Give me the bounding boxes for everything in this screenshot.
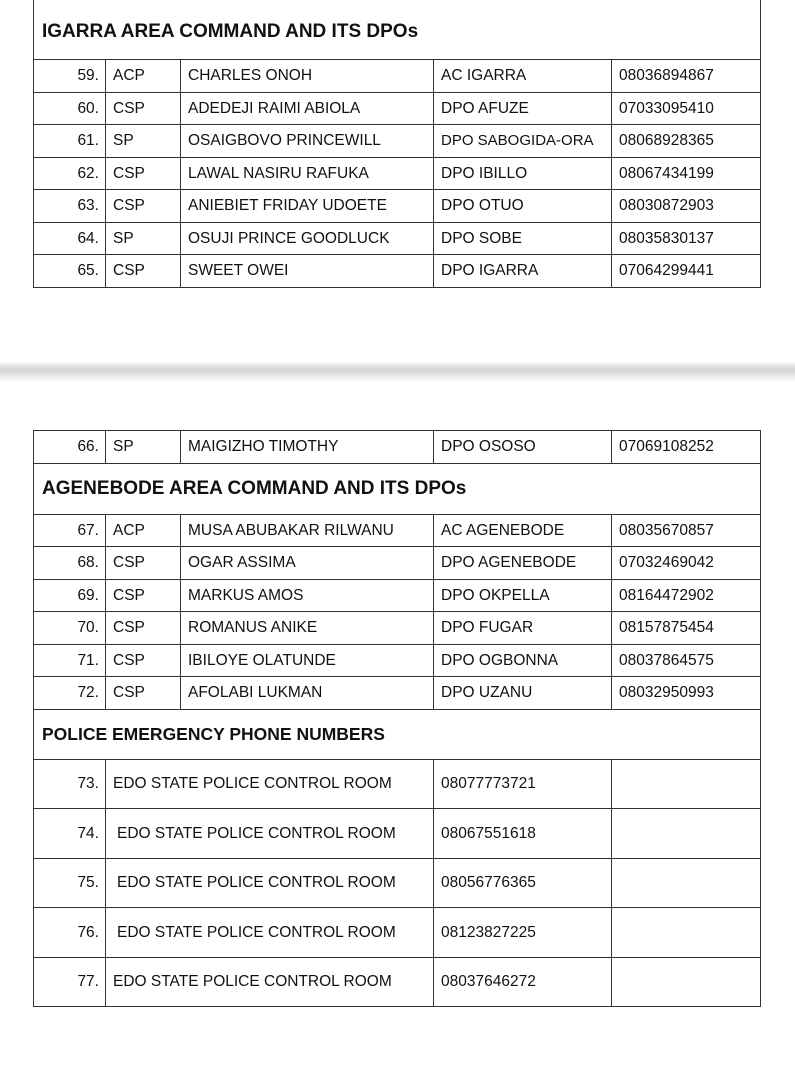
row-number: 73.	[34, 759, 106, 809]
phone-cell: 08157875454	[612, 612, 761, 645]
phone-cell: 08068928365	[612, 125, 761, 158]
phone-cell: 08037864575	[612, 644, 761, 677]
rank-cell: CSP	[106, 612, 181, 645]
rank-cell: CSP	[106, 157, 181, 190]
agenebode-command-table	[33, 430, 761, 1007]
name-cell: AFOLABI LUKMAN	[181, 677, 434, 710]
phone-cell: 08035670857	[612, 514, 761, 547]
row-number: 72.	[34, 677, 106, 710]
post-cell: AC IGARRA	[434, 60, 612, 93]
table-row	[34, 514, 761, 547]
table-row	[34, 255, 761, 288]
name-cell: MUSA ABUBAKAR RILWANU	[181, 514, 434, 547]
row-number: 68.	[34, 547, 106, 580]
row-number: 63.	[34, 190, 106, 223]
rank-cell: CSP	[106, 579, 181, 612]
table-row	[34, 60, 761, 93]
label-cell: EDO STATE POLICE CONTROL ROOM	[106, 759, 434, 809]
phone-cell: 08077773721	[434, 759, 612, 809]
phone-cell: 08035830137	[612, 222, 761, 255]
rank-cell: ACP	[106, 60, 181, 93]
empty-cell	[612, 957, 761, 1007]
document-page-1	[0, 0, 795, 362]
name-cell: OGAR ASSIMA	[181, 547, 434, 580]
section-title-agenebode: AGENEBODE AREA COMMAND AND ITS DPOs	[34, 463, 761, 514]
table-row	[34, 759, 761, 809]
phone-cell: 08030872903	[612, 190, 761, 223]
table-row	[34, 809, 761, 859]
table-row	[34, 190, 761, 223]
rank-cell: CSP	[106, 92, 181, 125]
phone-cell: 07033095410	[612, 92, 761, 125]
row-number: 76.	[34, 908, 106, 958]
phone-cell: 08036894867	[612, 60, 761, 93]
name-cell: OSUJI PRINCE GOODLUCK	[181, 222, 434, 255]
phone-cell: 08032950993	[612, 677, 761, 710]
row-number: 62.	[34, 157, 106, 190]
post-cell: DPO OKPELLA	[434, 579, 612, 612]
igarra-command-table	[33, 0, 761, 288]
row-number: 74.	[34, 809, 106, 859]
name-cell: ROMANUS ANIKE	[181, 612, 434, 645]
post-cell: DPO UZANU	[434, 677, 612, 710]
row-number: 69.	[34, 579, 106, 612]
name-cell: ANIEBIET FRIDAY UDOETE	[181, 190, 434, 223]
post-cell: DPO IGARRA	[434, 255, 612, 288]
label-cell: EDO STATE POLICE CONTROL ROOM	[106, 957, 434, 1007]
phone-cell: 08067551618	[434, 809, 612, 859]
row-number: 71.	[34, 644, 106, 677]
label-cell: EDO STATE POLICE CONTROL ROOM	[106, 908, 434, 958]
phone-cell: 08067434199	[612, 157, 761, 190]
phone-cell: 07032469042	[612, 547, 761, 580]
section-title-igarra: IGARRA AREA COMMAND AND ITS DPOs	[34, 0, 761, 60]
rank-cell: CSP	[106, 190, 181, 223]
phone-cell: 08037646272	[434, 957, 612, 1007]
table-row	[34, 125, 761, 158]
post-cell: AC AGENEBODE	[434, 514, 612, 547]
name-cell: CHARLES ONOH	[181, 60, 434, 93]
name-cell: LAWAL NASIRU RAFUKA	[181, 157, 434, 190]
table-row	[34, 431, 761, 464]
empty-cell	[612, 759, 761, 809]
post-cell: DPO OSOSO	[434, 431, 612, 464]
empty-cell	[612, 908, 761, 958]
rank-cell: CSP	[106, 255, 181, 288]
table-row	[34, 157, 761, 190]
table-row	[34, 222, 761, 255]
post-cell: DPO SABOGIDA-ORA	[434, 125, 612, 158]
name-cell: OSAIGBOVO PRINCEWILL	[181, 125, 434, 158]
row-number: 60.	[34, 92, 106, 125]
post-cell: DPO IBILLO	[434, 157, 612, 190]
table-row	[34, 677, 761, 710]
post-cell: DPO AFUZE	[434, 92, 612, 125]
phone-cell: 08164472902	[612, 579, 761, 612]
name-cell: IBILOYE OLATUNDE	[181, 644, 434, 677]
table-row	[34, 644, 761, 677]
rank-cell: SP	[106, 431, 181, 464]
name-cell: MARKUS AMOS	[181, 579, 434, 612]
phone-cell: 07069108252	[612, 431, 761, 464]
rank-cell: SP	[106, 125, 181, 158]
post-cell: DPO AGENEBODE	[434, 547, 612, 580]
table-row	[34, 612, 761, 645]
row-number: 65.	[34, 255, 106, 288]
label-cell: EDO STATE POLICE CONTROL ROOM	[106, 858, 434, 908]
phone-cell: 08056776365	[434, 858, 612, 908]
rank-cell: CSP	[106, 644, 181, 677]
row-number: 61.	[34, 125, 106, 158]
row-number: 67.	[34, 514, 106, 547]
rank-cell: CSP	[106, 677, 181, 710]
row-number: 66.	[34, 431, 106, 464]
table-row	[34, 957, 761, 1007]
table-row	[34, 908, 761, 958]
name-cell: SWEET OWEI	[181, 255, 434, 288]
table-row	[34, 858, 761, 908]
document-page-2	[0, 382, 795, 1080]
page-separator	[0, 362, 795, 382]
empty-cell	[612, 809, 761, 859]
row-number: 77.	[34, 957, 106, 1007]
row-number: 75.	[34, 858, 106, 908]
post-cell: DPO SOBE	[434, 222, 612, 255]
phone-cell: 08123827225	[434, 908, 612, 958]
rank-cell: ACP	[106, 514, 181, 547]
row-number: 59.	[34, 60, 106, 93]
table-row	[34, 547, 761, 580]
rank-cell: SP	[106, 222, 181, 255]
name-cell: ADEDEJI RAIMI ABIOLA	[181, 92, 434, 125]
post-cell: DPO OTUO	[434, 190, 612, 223]
row-number: 70.	[34, 612, 106, 645]
name-cell: MAIGIZHO TIMOTHY	[181, 431, 434, 464]
label-cell: EDO STATE POLICE CONTROL ROOM	[106, 809, 434, 859]
section-title-emergency: POLICE EMERGENCY PHONE NUMBERS	[34, 709, 761, 759]
phone-cell: 07064299441	[612, 255, 761, 288]
table-row	[34, 92, 761, 125]
post-cell: DPO OGBONNA	[434, 644, 612, 677]
table-row	[34, 579, 761, 612]
post-cell: DPO FUGAR	[434, 612, 612, 645]
rank-cell: CSP	[106, 547, 181, 580]
row-number: 64.	[34, 222, 106, 255]
empty-cell	[612, 858, 761, 908]
